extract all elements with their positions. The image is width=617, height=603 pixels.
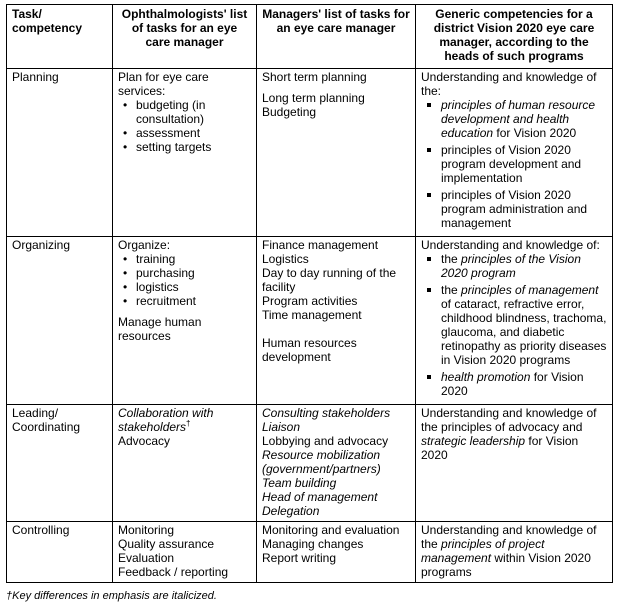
organizing-mgr-item: Logistics xyxy=(262,252,309,266)
planning-generic xyxy=(416,69,613,237)
planning-mgr-item: Long term planning xyxy=(262,91,365,105)
controlling-managers xyxy=(257,522,416,583)
organizing-mgr-item: Program activities xyxy=(262,294,358,308)
planning-ophth-list xyxy=(118,98,251,154)
row-organizing xyxy=(7,237,613,405)
organizing-ophth-extra: Manage human resources xyxy=(118,315,202,343)
controlling-ophth xyxy=(113,522,257,583)
list-item: • budgeting (in consultation) xyxy=(136,98,251,126)
leading-ophth-item: Advocacy xyxy=(118,434,171,448)
leading-ophth-item: Collaboration with stakeholders† xyxy=(118,406,214,434)
planning-ophth-intro: Plan for eye care services: xyxy=(118,70,209,98)
row-leading xyxy=(7,405,613,522)
list-item: principles of Vision 2020 program development and implementation xyxy=(441,143,607,185)
row-planning xyxy=(7,69,613,237)
list-item: • logistics xyxy=(136,280,251,294)
organizing-mgr-item: Time management xyxy=(262,308,362,322)
controlling-ophth-item: Monitoring xyxy=(118,523,175,537)
controlling-mgr-item: Managing changes xyxy=(262,537,364,551)
leading-ophth xyxy=(113,405,257,522)
planning-gen-list xyxy=(421,98,607,230)
planning-ophth xyxy=(113,69,257,237)
leading-mgr-item: Resource mobilization (government/partners) xyxy=(262,448,381,476)
leading-task: Leading/ Coordinating xyxy=(7,405,113,522)
competency-table xyxy=(6,4,613,583)
list-item: • recruitment xyxy=(136,294,251,308)
list-item: • training xyxy=(136,252,251,266)
header-managers: Managers' list of tasks for an eye care manager xyxy=(257,5,416,69)
controlling-task: Controlling xyxy=(7,522,113,583)
planning-managers xyxy=(257,69,416,237)
controlling-mgr-item: Monitoring and evaluation xyxy=(262,523,400,537)
list-item: principles of human resource development and health education for Vision 2020 xyxy=(441,98,607,140)
organizing-ophth-list xyxy=(118,252,251,308)
controlling-ophth-item: Quality assurance xyxy=(118,537,215,551)
leading-mgr-item: Head of management xyxy=(262,490,378,504)
list-item: • purchasing xyxy=(136,266,251,280)
organizing-gen-list xyxy=(421,252,607,398)
organizing-mgr-item: Finance management xyxy=(262,238,379,252)
leading-mgr-item: Team building xyxy=(262,476,337,490)
controlling-ophth-item: Evaluation xyxy=(118,551,175,565)
list-item: principles of Vision 2020 program administration and management xyxy=(441,188,607,230)
leading-managers xyxy=(257,405,416,522)
leading-mgr-item: Consulting stakeholders xyxy=(262,406,391,420)
organizing-ophth xyxy=(113,237,257,405)
row-controlling xyxy=(7,522,613,583)
list-item: the principles of management of cataract, refractive error, childhood blindness, trachoma, glaucoma, and diabetic retinopathy as priority diseases in Vision 2020 programs xyxy=(441,283,607,367)
list-item: the principles of the Vision 2020 program xyxy=(441,252,607,280)
organizing-managers xyxy=(257,237,416,405)
leading-mgr-item: Lobbying and advocacy xyxy=(262,434,389,448)
organizing-generic xyxy=(416,237,613,405)
header-task: Task/ competency xyxy=(7,5,113,69)
leading-generic: Understanding and knowledge of the principles of advocacy and strategic leadership for Vision 2020 xyxy=(416,405,613,522)
planning-task: Planning xyxy=(7,69,113,237)
planning-gen-intro: Understanding and knowledge of the: xyxy=(421,70,597,98)
organizing-task: Organizing xyxy=(7,237,113,405)
header-row xyxy=(7,5,613,69)
competency-table-figure xyxy=(6,4,612,603)
controlling-ophth-item: Feedback / reporting xyxy=(118,565,229,579)
organizing-gen-intro: Understanding and knowledge of: xyxy=(421,238,600,252)
list-item: health promotion for Vision 2020 xyxy=(441,370,607,398)
leading-mgr-item: Delegation xyxy=(262,504,320,518)
list-item: • setting targets xyxy=(136,140,251,154)
planning-mgr-item: Short term planning xyxy=(262,70,367,84)
planning-mgr-item: Budgeting xyxy=(262,105,317,119)
controlling-mgr-item: Report writing xyxy=(262,551,337,565)
leading-mgr-item: Liaison xyxy=(262,420,301,434)
header-ophthalmologists: Ophthalmologists' list of tasks for an eye care manager xyxy=(113,5,257,69)
footnote: †Key differences in emphasis are italicized. xyxy=(6,590,217,602)
header-generic: Generic competencies for a district Vision 2020 eye care manager, according to the heads of such programs xyxy=(416,5,613,69)
controlling-generic: Understanding and knowledge of the principles of project management within Vision 2020 programs xyxy=(416,522,613,583)
organizing-ophth-intro: Organize: xyxy=(118,238,171,252)
organizing-mgr-item: Day to day running of the facility xyxy=(262,266,397,294)
list-item: • assessment xyxy=(136,126,251,140)
organizing-mgr-extra: Human resources development xyxy=(262,336,357,364)
dagger-mark: † xyxy=(186,419,191,428)
